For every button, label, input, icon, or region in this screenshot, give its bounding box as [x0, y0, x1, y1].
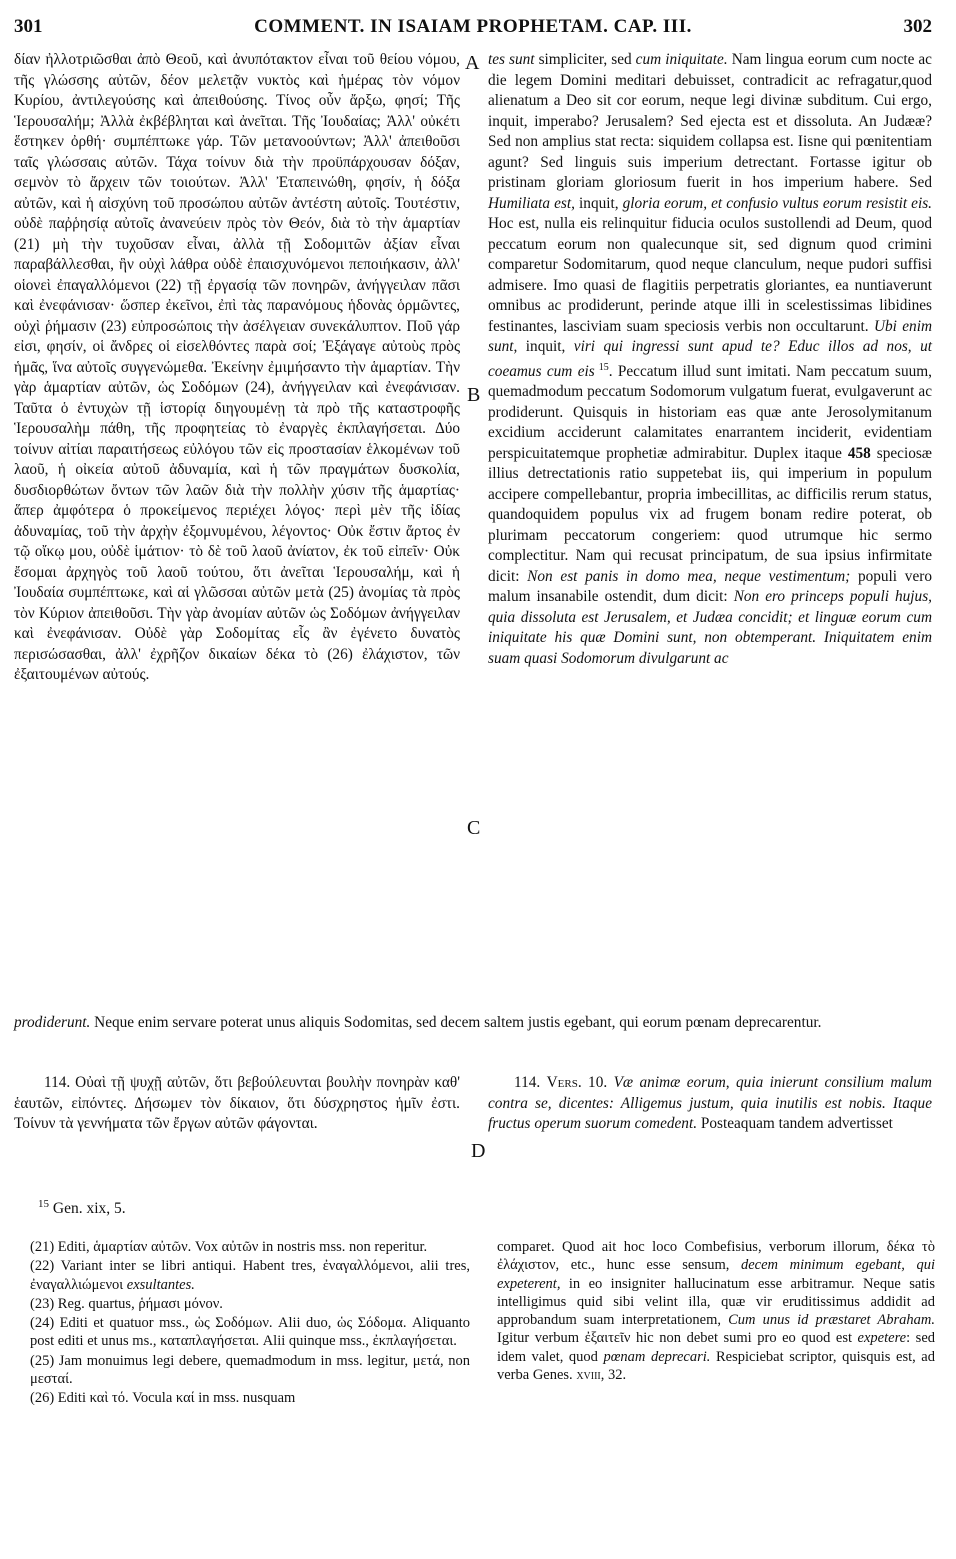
- margin-letter-c: C: [467, 817, 481, 839]
- note-23: (23) Reg. quartus, ῥήμασι μόνον.: [30, 1295, 223, 1312]
- note-21: (21) Editi, ἁμαρτίαν αὐτῶν. Vox αὐτῶν in nostris mss. non reperitur.: [30, 1239, 428, 1255]
- running-title: COMMENT. IN ISAIAM PROPHETAM. CAP. III.: [254, 16, 692, 37]
- margin-letter-d: D: [471, 1140, 486, 1162]
- latin-section-114: 114. Vers. 10. Væ animæ eorum, quia inierunt consilium malum contra se, dicentes: Alligemus justum, quia inutilis est nobis. Itaque fructus operum suorum comedent. Posteaquam tandem advertisset: [488, 1074, 932, 1132]
- note-26: (26) Editi καὶ τό. Vocula καί in mss. nusquam: [30, 1390, 296, 1407]
- margin-number: 458: [847, 444, 871, 462]
- greek-section-114: 114. Οὐαὶ τῇ ψυχῇ αὐτῶν, ὅτι βεβούλευνται βουλὴν πονηρὰν καθ' ἑαυτῶν, εἰπόντες. Δήσωμεν τὸν δίκαιον, ὅτι δύσχρηστος ἡμῖν ἐστι. Τοίνυν τὰ γεννήματα τῶν ἔργων αὐτῶν φάγονται.: [14, 1074, 460, 1132]
- running-header: [14, 16, 932, 46]
- note-25: (25) Jam monuimus legi debere, quemadmodum in mss. legitur, μετά, non μεσταί.: [30, 1352, 470, 1388]
- margin-letter-b: B: [467, 384, 481, 406]
- notes-right-column: [497, 1238, 935, 1384]
- greek-column: [14, 50, 460, 686]
- greek-text: δίαν ἠλλοτριῶσθαι ἀπὸ Θεοῦ, καὶ ἀνυπότακτον εἶναι τοῦ θείου νόμου, τῆς γλώσσης αὐτῶν, δέον μελετᾷν νυκτὸς καὶ ἡμέρας τὸν νόμον Κυρίου, ἀντιλεγούσης καὶ ἀπειθούσης. Τίνος οὖν ἄρξω, φησί; Τῆς Ἱερουσαλήμ; Ἀλλὰ ἐκβέβληται καὶ ἀνεῖται. Τῆς Ἰουδαίας; Ἀλλ' οὐκέτι ἕστηκεν ὀρθή· συμπέπτωκε γάρ. Τῶν μετανοούντων; Ἀλλ' ἀπειθοῦσι ταῖς γλώσσαις αὐτῶν. Τάχα τοίνυν διὰ τὴν προϋπάρχουσαν δόξαν, σεμνὸν τὸ ἄρχειν τῶν τοιούτων. Ἀλλ' Ἐταπεινώθη, φησίν, ἡ δόξα αὐτῶν, καὶ ἡ αἰσχύνη τοῦ προσώπου αὐτῶν ἀντέστη αὐτοῖς. Τουτέστιν, οὐδὲ παῤῥησίᾳ αὐτοῖς ἀνανεύειν πρὸς τὸν Θεόν, διὰ τὸ τὴν ἁμαρτίαν (21) μὴ τὴν τυχοῦσαν εἶναι, ἀλλὰ τῇ Σοδομιτῶν ἀξίαν εἶναι παραβάλλεσθαι, ἣν οὐχὶ λάθρα οὐδὲ ἐπαισχυνόμενοι πεποιήκασιν, ἀλλ' οἱονεὶ ἐπαγαλλόμενοι (22) τῇ ἐργασίᾳ τῶν πονηρῶν, ἀνήγγειλαν πᾶσι καὶ ἐνεφάνισαν· ὥσπερ ἐκεῖνοι, ἐπὶ τὰς παρανόμους ἡδονὰς ὁρμῶντες, οὐχὶ ῥήμασιν (23) εὐπροσώποις τὴν ἀσέλγειαν συνεκάλυπτον. Ποῦ γάρ εἰσι, φησίν, οἱ ἄνδρες οἱ εἰσελθόντες παρὰ σοί; Ἐξάγαγε αὐτοὺς πρὸς ἡμᾶς, ἵνα αὐτοῖς συγγενώμεθα. Ἐκείνην ἐμιμήσαντο τὴν ἁμαρτίαν. Τὴν γὰρ ἁμαρτίαν αὐτῶν, ὡς Σοδόμων (24), ἀνήγγειλαν καὶ ἐνεφάνισαν. Ταῦτα ὁ ἐντυχὼν τῇ ἱστορίᾳ διηγουμένῃ τὰ πρὸ τῆς καταστροφῆς Ἱερουσαλὴμ πάθη, τῆς προφητείας τὸ ἐναργὲς ἐκπλαγήσεται. Δύο τοίνυν αἰτίαι παραιτήσεως εὐλόγου τῶν εἰς προστασίαν ἑλκομένων τοῦ λαοῦ, ἡ οἰκεία αὐτοῦ ἀδυναμία, καὶ ἡ τῶν πραγμάτων δυσκολία, δυσδιορθώτων ὄντων τῶν λαῶν διὰ τὴν πολλὴν χύσιν τῆς ἁμαρτίας· ἅπερ ἀμφότερα ὁ προκείμενος περιέχει λόγος· περὶ μὲν τῆς ἰδίας ἀδυναμίας, τοῦ τὴν ἀρχὴν ἐξομνυμένου, λέγοντος· Οὐκ ἔστιν ἄρτος ἐν τῷ οἴκῳ μου, οὐδὲ ἱμάτιον· τὸ δὲ τοῦ λαοῦ ἀνίατον, ἐκ τοῦ εἰπεῖν· Οὐκ ἔσομαι ἀρχηγὸς τοῦ λαοῦ τούτου, ὅτι ἀνεῖται Ἱερουσαλήμ, καὶ ἡ Ἰουδαία συμπέπτωκε, καὶ αἱ γλῶσσαι αὐτῶν μετὰ (25) ἀνομίας τὰ πρὸς τὸν Κύριον ἀπειθοῦσι. Τὴν γὰρ ἀνομίαν αὐτῶν ὡς Σοδόμων ἀνήγγειλαν καὶ ἐνεφάνισαν. Οὐδὲ γὰρ Σοδομίτας εἷς ἂν ἐγένετο δυνατὸς περισώσασθαι, ἀλλ' ἐχρῆζον δικαίων δέκα τὸ (26) ἐλάχιστον, τῶν ἐξαιτουμένων αὐτούς.: [14, 51, 460, 683]
- notes-left-column: [30, 1238, 470, 1409]
- latin-fullwidth-line: prodiderunt. Neque enim servare poterat unus aliquis Sodomitas, sed decem saltem justis egebant, qui eorum pœnam deprecarentur.: [14, 1014, 822, 1031]
- latin-text: tes sunt simpliciter, sed cum iniquitate. Nam lingua eorum cum nocte ac die legem Domini meditari debuisset, contradicit ac refragatur,quod alienatum a Deo sit cor eorum, neque legi divinæ subditum. Cui ergo, inquit, imperabo? Jerusalem? Sed ejecta est et dissoluta. An Judææ? Sed non amplius stat recta: siquidem collapsa est. Iisne qui pœnitentiam agunt? Sed linguis suis imperium detrectant. Fortasse igitur ob pristinam gloriam gloriosum fuerit in hos imperium habere. Sed Humiliata est, inquit, gloria eorum, et confusio vultus eorum resistit eis. Hoc est, nulla eis relinquitur fiducia oculos sustollendi ad Deum, quod peccatum eorum non qualecunque sit, sed dignum quod crimini comparetur Sodomitarum, quod neque clanculum, neque pudori suffisi admisere. Imo quasi de flagitiis perpetratis gloriantes, ea nuntiaverunt omnibus ac prodiderunt, perinde atque illi in scelestissimas libidines festinantes, lasciviam suam speciosis verbis non occultarunt. Ubi enim sunt, inquit, viri qui ingressi sunt apud te? Educ illos ad nos, ut coeamus cum eis $^{15}$. Peccatum illud sunt imitati. Nam peccatum suum, quemadmodum peccatum Sodomorum vulgatum fuerat, evulgaverunt ac prodiderunt. Quisquis in historiam eas quæ ante Jerosolymitanum excidium acciderunt calamitates enarrantem inciderit, evidentiam perspicuitatemque prophetiæ admirabitur. Duplex itaque 458 speciosæ illius detrectationis ratio suppetebat iis, qui imperium in populum accipere compellebantur, propria imbecillitas, ac difficilis rerum status, quandoquidem populus vix ad frugem bonam redire poterat, ob plurimam peccatorum congeriem: quod utrumque hic sermo complectitur. Nam qui recusat principatum, de sua ipsius infirmitate dicit: Non est panis in domo mea, neque vestimentum; populi vero malum insanabile ostendit, dum dicit: Non ero princeps populi hujus, quia dissoluta est Jerusalem, et Judæa concidit; et linguæ eorum cum iniquitate his quæ Domini sunt, non obtemperant. Iniquitatem enim suam quasi Sodomorum divulgarunt ac: [488, 51, 933, 667]
- footnote-marker: 15: [594, 361, 609, 373]
- latin-column: [488, 50, 932, 669]
- scripture-footnote: $^{15}$ Gen. xix, 5.: [38, 1198, 126, 1218]
- note-26-continued: comparet. Quod ait hoc loco Combefisius, verborum illorum, δέκα τὸ ἐλάχιστον, etc., hunc esse sensum, decem minimum egebant, qui expeterent, in eo insigniter hallucinatum esse arbitramur. Neque satis intelligimus quid sibi velint illa, quæ vir eruditissimus addidit ad approbandum suam interpretationem, Cum unus id præstaret Abraham. Igitur verbum ἐξαιτεῖν hic non debet sumi pro eo quod est expetere: sed idem valet, quod pœnam deprecari. Respiciebat scriptor, quisquis est, ad verba Genes. xviii, 32.: [497, 1239, 936, 1384]
- note-24: (24) Editi et quatuor mss., ὡς Σοδόμων. Alii duo, ὡς Σόδομα. Aliquanto post editi et unus ms., καταπλαγήσεται. Alii quinque mss., ἐκπλαγήσεται.: [30, 1315, 470, 1350]
- page-number-left: 301: [14, 16, 43, 37]
- note-22: (22) Variant inter se libri antiqui. Habent tres, ἐναγαλλόμενοι, alii tres, ἐναγαλλιώμενοι exsultantes.: [30, 1258, 470, 1293]
- margin-letter-a: A: [465, 52, 480, 74]
- page-number-right: 302: [903, 16, 932, 37]
